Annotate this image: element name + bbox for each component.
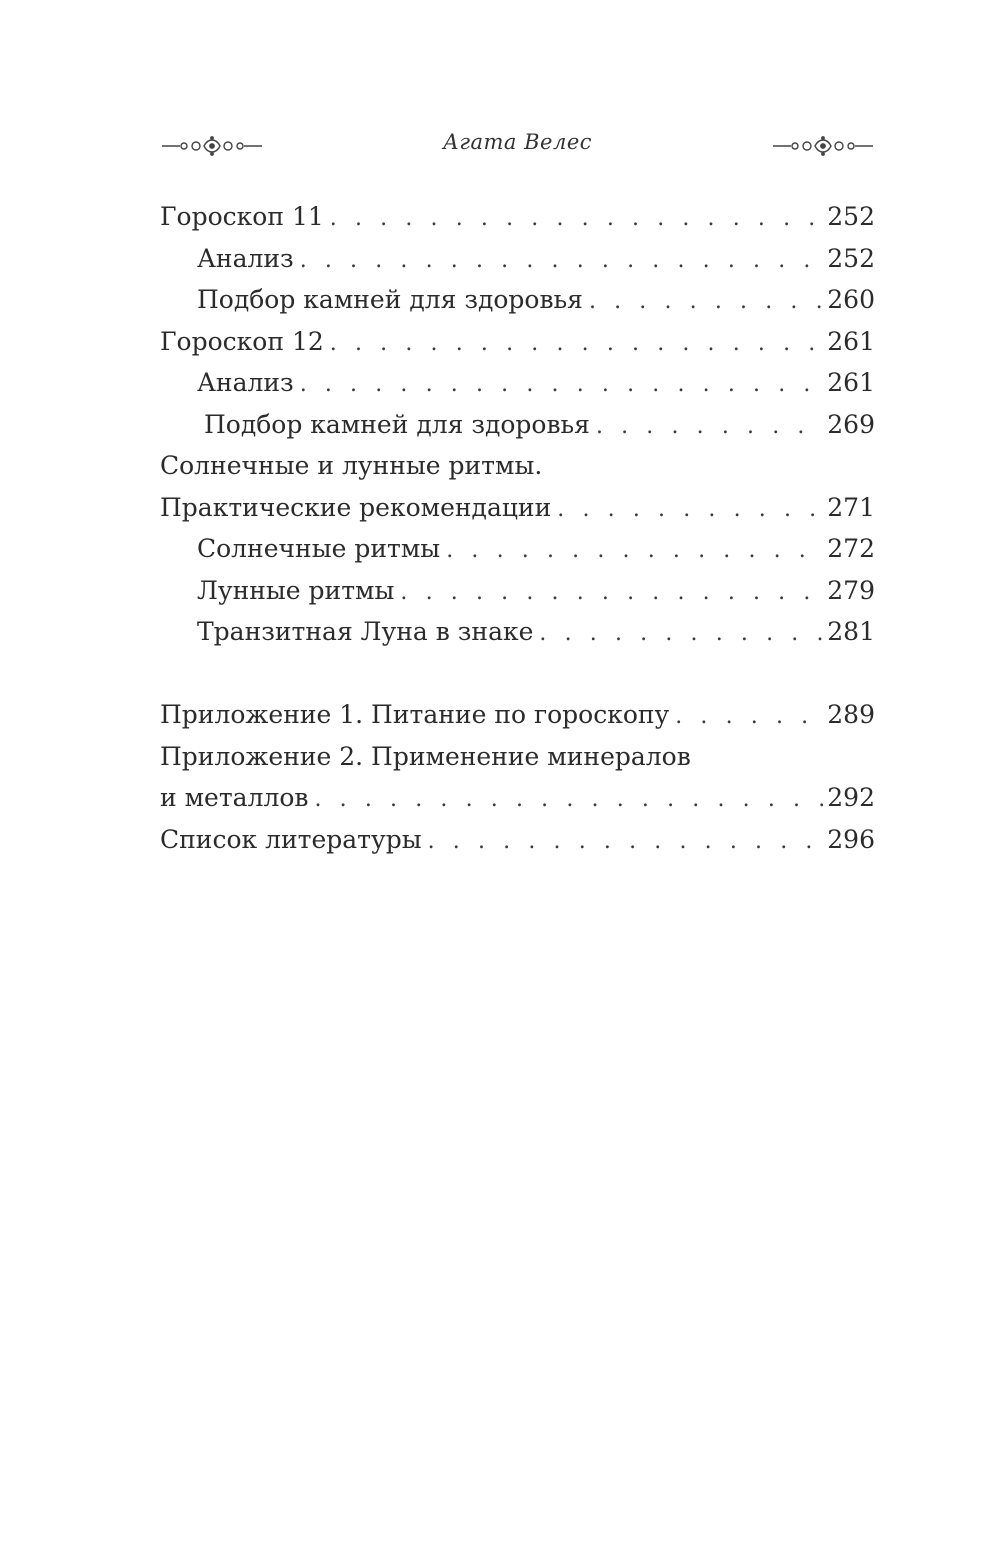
toc-entry-title: Список литературы [160,824,422,854]
toc-entry-page: 252 [827,243,875,273]
toc-entry-page: 260 [827,285,875,314]
toc-entry[interactable] [160,819,875,861]
toc-entry-page: 261 [827,368,875,397]
toc-entry[interactable] [160,362,875,404]
toc-dot-leader [330,198,824,240]
toc-entry-continued[interactable] [160,445,875,487]
toc-entry-title: и металлов [160,783,309,812]
running-title: Агата Велес [442,130,593,154]
toc-entry-title: Гороскоп 11 [160,202,324,231]
toc-entry-title: Подбор камней для здоровья [204,409,590,439]
toc-entry[interactable] [160,279,875,321]
toc-dot-leader [557,489,823,531]
toc-dot-leader [446,530,823,572]
toc-spacer [160,653,875,695]
toc-entry-title: Приложение 1. Питание по гороскопу [160,700,670,729]
toc-entry[interactable] [160,528,875,570]
toc-dot-leader [300,364,824,406]
toc-entry-title: Солнечные и лунные ритмы. [160,451,543,480]
toc-entry[interactable] [160,196,875,238]
running-header [160,126,875,166]
toc-entry-title: Солнечные ритмы [197,534,441,563]
toc-entry-title: Лунные ритмы [197,575,395,605]
toc-entry[interactable] [160,694,875,736]
toc-dot-leader [300,240,824,282]
toc-entry[interactable] [160,570,875,612]
toc-entry-title: Анализ [197,368,294,397]
toc-dot-leader [596,406,823,448]
toc-dot-leader [400,572,823,614]
toc-dot-leader [314,779,823,821]
toc-entry-page: 252 [827,202,875,231]
toc-dot-leader [539,613,823,655]
table-of-contents [160,196,875,860]
toc-entry[interactable] [160,404,875,446]
toc-entry-page: 292 [827,783,875,812]
toc-dot-leader [330,323,824,365]
toc-entry[interactable] [160,487,875,529]
toc-entry-title: Подбор камней для здоровья [197,285,583,314]
toc-entry-page: 281 [827,617,875,646]
toc-entry-page: 272 [827,534,875,563]
toc-entry-continued[interactable] [160,736,875,778]
toc-entry[interactable] [160,321,875,363]
toc-entry-page: 269 [827,409,875,439]
toc-dot-leader [675,696,823,738]
toc-entry-title: Приложение 2. Применение минералов [160,741,691,771]
toc-entry-page: 279 [827,575,875,605]
toc-entry-title: Транзитная Луна в знаке [197,617,534,646]
toc-entry-title: Гороскоп 12 [160,326,324,356]
toc-entry-title: Практические рекомендации [160,492,552,522]
toc-dot-leader [428,821,824,863]
toc-entry[interactable] [160,777,875,819]
toc-dot-leader [589,281,823,323]
toc-entry[interactable] [160,611,875,653]
toc-entry-title: Анализ [197,243,294,273]
ornament-right-icon [771,134,875,158]
toc-entry[interactable] [160,238,875,280]
toc-entry-page: 296 [827,824,875,854]
toc-entry-page: 271 [827,492,875,522]
toc-entry-page: 289 [827,700,875,729]
toc-entry-page: 261 [827,326,875,356]
